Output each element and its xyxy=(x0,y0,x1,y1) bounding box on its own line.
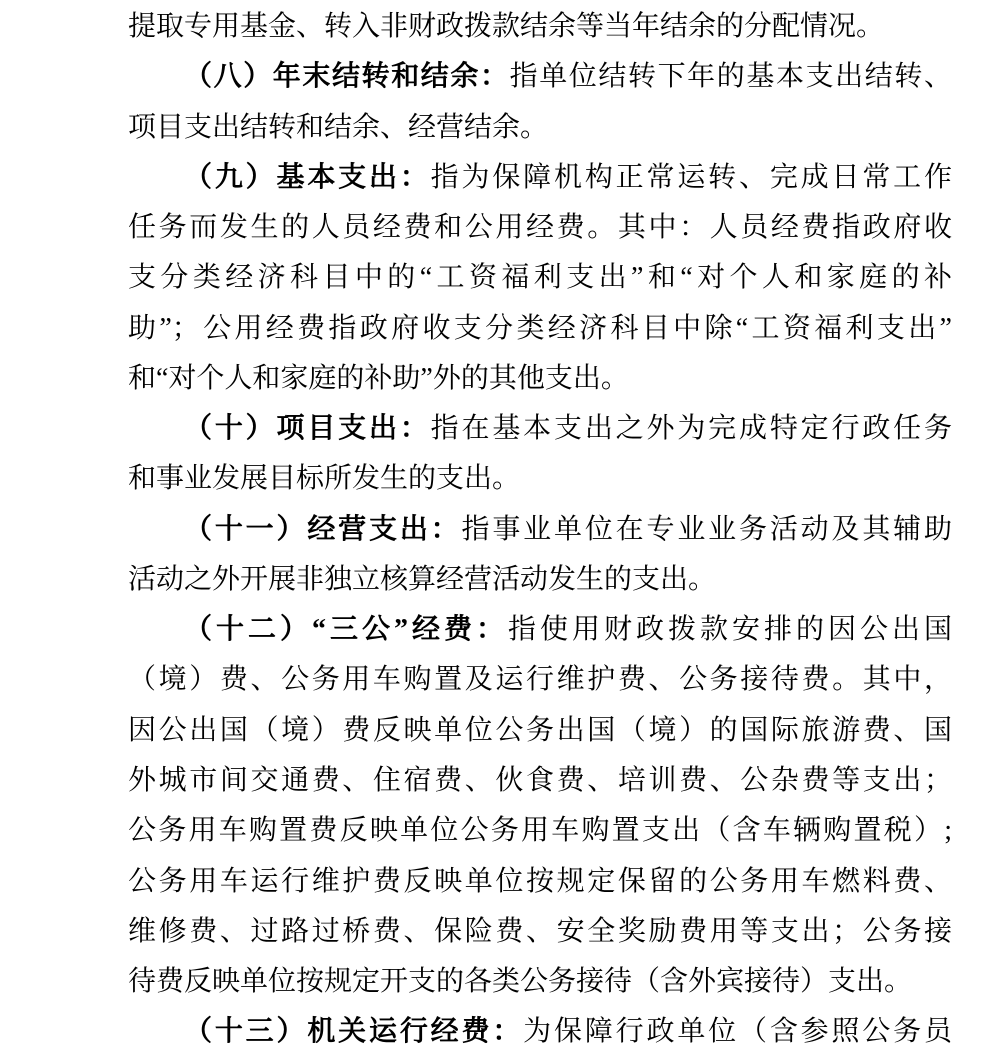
term-heading: （十）项目支出： xyxy=(184,413,431,445)
term-heading: （十一）经营支出： xyxy=(184,513,462,545)
line-text: 支分类经济科目中的“工资福利支出”和“对个人和家庭的补 xyxy=(128,262,952,294)
document-line xyxy=(128,756,952,806)
line-text: 提取专用基金、转入非财政拨款结余等当年结余的分配情况。 xyxy=(128,11,885,42)
line-text: 维修费、过路过桥费、保险费、安全奖励费用等支出；公务接 xyxy=(128,915,952,947)
line-text: 指事业单位在专业业务活动及其辅助 xyxy=(461,513,952,545)
line-text: 待费反映单位按规定开支的各类公务接待（含外宾接待）支出。 xyxy=(128,966,913,998)
line-text: 公务用车购置费反映单位公务用车购置支出（含车辆购置税）; xyxy=(128,815,952,847)
line-text: 为保障行政单位（含参照公务员 xyxy=(523,1016,952,1048)
document-line xyxy=(128,253,952,303)
document-line xyxy=(128,957,952,1007)
document-line xyxy=(128,857,952,907)
term-heading: （八）年末结转和结余： xyxy=(184,61,510,93)
line-text: 助”；公用经费指政府收支分类经济科目中除“工资福利支出” xyxy=(128,312,952,344)
line-text: 指为保障机构正常运转、完成日常工作 xyxy=(430,161,952,193)
line-text: 和事业发展目标所发生的支出。 xyxy=(128,463,521,495)
line-text: 公务用车运行维护费反映单位按规定保留的公务用车燃料费、 xyxy=(128,865,952,897)
document-line xyxy=(128,203,952,253)
document-line xyxy=(128,555,952,605)
line-text: 任务而发生的人员经费和公用经费。其中：人员经费指政府收 xyxy=(128,212,952,244)
document-line xyxy=(128,706,952,756)
line-text: 和“对个人和家庭的补助”外的其他支出。 xyxy=(128,362,629,394)
term-heading: （九）基本支出： xyxy=(184,161,431,193)
line-text: 指单位结转下年的基本支出结转、 xyxy=(509,61,952,93)
line-text: （境）费、公务用车购置及运行维护费、公务接待费。其中， xyxy=(128,664,952,696)
line-text: 外城市间交通费、住宿费、伙食费、培训费、公杂费等支出； xyxy=(128,764,952,796)
line-text: 活动之外开展非独立核算经营活动发生的支出。 xyxy=(128,563,717,595)
document-line xyxy=(128,2,952,52)
document-line xyxy=(128,655,952,705)
term-heading: （十三）机关运行经费： xyxy=(184,1016,524,1048)
document-line xyxy=(128,907,952,957)
line-text: 项目支出结转和结余、经营结余。 xyxy=(128,111,549,143)
document-line xyxy=(128,605,952,655)
document-line xyxy=(128,505,952,555)
term-heading: （十二）“三公”经费： xyxy=(184,614,508,646)
document-line xyxy=(128,103,952,153)
document-line xyxy=(128,153,952,203)
document-line xyxy=(128,404,952,454)
document-line xyxy=(128,304,952,354)
document-line xyxy=(128,354,952,404)
document-line xyxy=(128,1007,952,1056)
line-text: 指在基本支出之外为完成特定行政任务 xyxy=(430,413,952,445)
document-line xyxy=(128,454,952,504)
line-text: 因公出国（境）费反映单位公务出国（境）的国际旅游费、国 xyxy=(128,714,952,746)
document-line xyxy=(128,52,952,102)
line-text: 指使用财政拨款安排的因公出国 xyxy=(508,614,952,646)
document-line xyxy=(128,806,952,856)
